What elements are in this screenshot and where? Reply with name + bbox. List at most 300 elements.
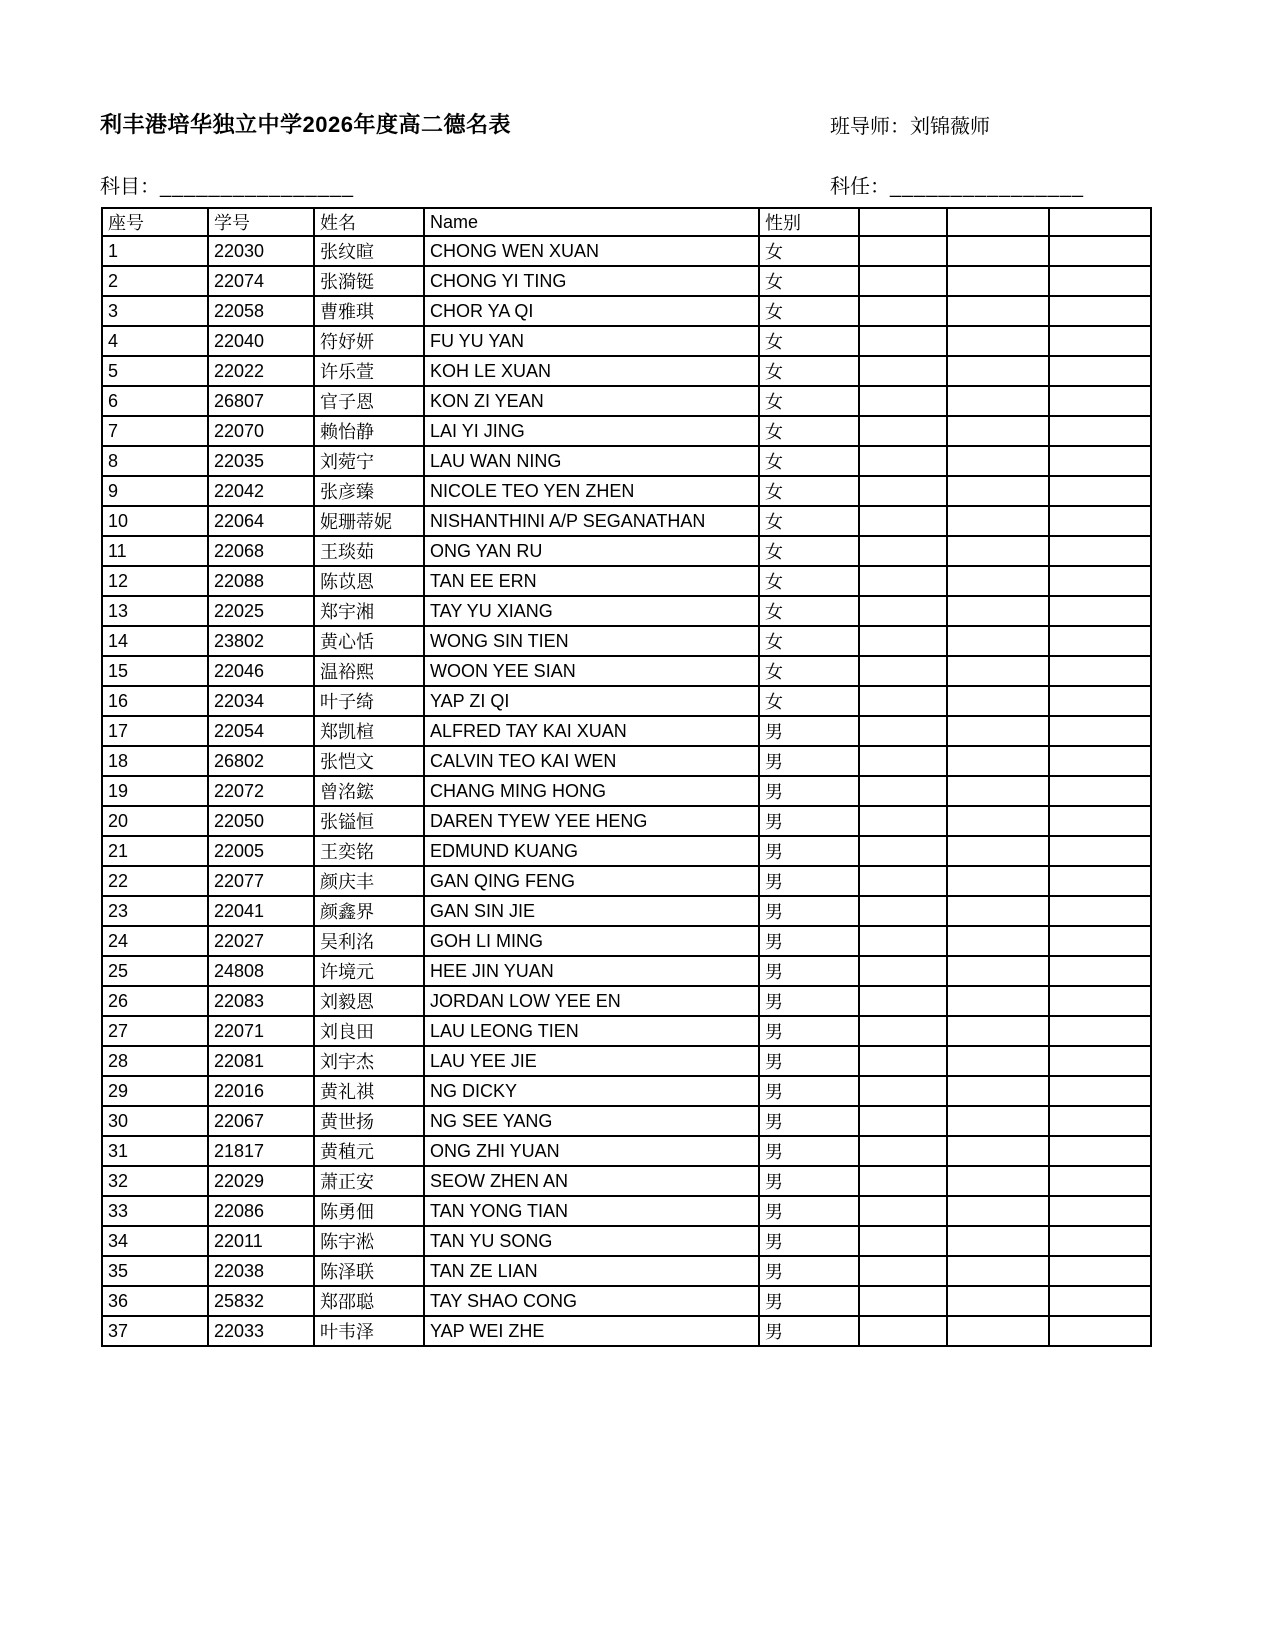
seat-cell: 33 (102, 1196, 208, 1226)
seat-cell: 31 (102, 1136, 208, 1166)
name-cn-cell: 郑邵聪 (314, 1286, 424, 1316)
name-cn-cell: 刘良田 (314, 1016, 424, 1046)
name-en-cell: GAN QING FENG (424, 866, 759, 896)
blank-cell-1 (859, 1226, 947, 1256)
table-row (102, 836, 1151, 866)
name-cn-cell: 赖怡静 (314, 416, 424, 446)
student-id-cell: 26807 (208, 386, 314, 416)
student-id-cell: 22042 (208, 476, 314, 506)
blank-cell-3 (1049, 626, 1151, 656)
student-id-cell: 22072 (208, 776, 314, 806)
roster-table-body (102, 236, 1151, 1346)
name-en-cell: TAY SHAO CONG (424, 1286, 759, 1316)
name-cn-cell: 陈勇佃 (314, 1196, 424, 1226)
table-row (102, 296, 1151, 326)
subject-teacher-field (830, 170, 1084, 199)
student-id-cell: 22041 (208, 896, 314, 926)
blank-cell-3 (1049, 506, 1151, 536)
name-en-cell: TAN YONG TIAN (424, 1196, 759, 1226)
blank-cell-3 (1049, 1136, 1151, 1166)
blank-cell-3 (1049, 416, 1151, 446)
name-cn-cell: 郑凯楦 (314, 716, 424, 746)
name-cn-cell: 叶子绮 (314, 686, 424, 716)
blank-cell-3 (1049, 536, 1151, 566)
seat-cell: 17 (102, 716, 208, 746)
blank-cell-3 (1049, 686, 1151, 716)
student-id-cell: 22016 (208, 1076, 314, 1106)
seat-cell: 32 (102, 1166, 208, 1196)
name-en-cell: DAREN TYEW YEE HENG (424, 806, 759, 836)
blank-cell-3 (1049, 656, 1151, 686)
blank-cell-3 (1049, 566, 1151, 596)
table-row (102, 596, 1151, 626)
student-id-cell: 22054 (208, 716, 314, 746)
student-id-cell: 22077 (208, 866, 314, 896)
gender-cell: 女 (759, 536, 859, 566)
blank-cell-3 (1049, 866, 1151, 896)
table-row (102, 476, 1151, 506)
name-cn-cell: 妮珊蒂妮 (314, 506, 424, 536)
student-id-cell: 22033 (208, 1316, 314, 1346)
student-id-cell: 22067 (208, 1106, 314, 1136)
blank-cell-3 (1049, 1046, 1151, 1076)
student-id-cell: 26802 (208, 746, 314, 776)
subject-field (100, 170, 354, 199)
name-en-cell: NICOLE TEO YEN ZHEN (424, 476, 759, 506)
blank-cell-1 (859, 1106, 947, 1136)
gender-cell: 男 (759, 986, 859, 1016)
blank-cell-3 (1049, 896, 1151, 926)
table-row (102, 1016, 1151, 1046)
blank-cell-1 (859, 1286, 947, 1316)
name-en-cell: SEOW ZHEN AN (424, 1166, 759, 1196)
gender-cell: 男 (759, 896, 859, 926)
gender-cell: 女 (759, 296, 859, 326)
table-row (102, 956, 1151, 986)
seat-cell: 30 (102, 1106, 208, 1136)
blank-cell-2 (947, 356, 1049, 386)
blank-cell-2 (947, 1196, 1049, 1226)
gender-cell: 女 (759, 356, 859, 386)
gender-cell: 女 (759, 656, 859, 686)
gender-cell: 男 (759, 1286, 859, 1316)
col-header-gender: 性别 (759, 208, 859, 236)
blank-cell-1 (859, 716, 947, 746)
name-en-cell: CHONG YI TING (424, 266, 759, 296)
blank-cell-1 (859, 446, 947, 476)
blank-cell-1 (859, 1256, 947, 1286)
blank-cell-2 (947, 506, 1049, 536)
seat-cell: 18 (102, 746, 208, 776)
gender-cell: 男 (759, 1196, 859, 1226)
table-row (102, 236, 1151, 266)
table-row (102, 1076, 1151, 1106)
seat-cell: 35 (102, 1256, 208, 1286)
blank-cell-3 (1049, 1226, 1151, 1256)
seat-cell: 15 (102, 656, 208, 686)
name-en-cell: LAU YEE JIE (424, 1046, 759, 1076)
name-en-cell: HEE JIN YUAN (424, 956, 759, 986)
blank-cell-1 (859, 656, 947, 686)
name-en-cell: LAU WAN NING (424, 446, 759, 476)
table-row (102, 566, 1151, 596)
blank-cell-2 (947, 926, 1049, 956)
col-header-name-cn: 姓名 (314, 208, 424, 236)
name-cn-cell: 许乐萱 (314, 356, 424, 386)
seat-cell: 3 (102, 296, 208, 326)
table-row (102, 266, 1151, 296)
student-id-cell: 23802 (208, 626, 314, 656)
name-cn-cell: 陈苡恩 (314, 566, 424, 596)
name-cn-cell: 陈泽联 (314, 1256, 424, 1286)
blank-cell-2 (947, 806, 1049, 836)
student-id-cell: 22064 (208, 506, 314, 536)
blank-cell-3 (1049, 836, 1151, 866)
student-id-cell: 22025 (208, 596, 314, 626)
blank-cell-2 (947, 416, 1049, 446)
blank-cell-2 (947, 1076, 1049, 1106)
blank-cell-1 (859, 1316, 947, 1346)
student-id-cell: 22070 (208, 416, 314, 446)
student-id-cell: 22038 (208, 1256, 314, 1286)
blank-cell-2 (947, 1136, 1049, 1166)
gender-cell: 男 (759, 866, 859, 896)
blank-cell-3 (1049, 476, 1151, 506)
blank-cell-2 (947, 566, 1049, 596)
blank-cell-1 (859, 896, 947, 926)
blank-cell-3 (1049, 596, 1151, 626)
student-id-cell: 22058 (208, 296, 314, 326)
name-cn-cell: 黄世扬 (314, 1106, 424, 1136)
gender-cell: 男 (759, 1256, 859, 1286)
blank-cell-3 (1049, 1106, 1151, 1136)
seat-cell: 7 (102, 416, 208, 446)
gender-cell: 女 (759, 476, 859, 506)
blank-cell-2 (947, 656, 1049, 686)
name-en-cell: TAY YU XIANG (424, 596, 759, 626)
blank-cell-2 (947, 1046, 1049, 1076)
name-en-cell: EDMUND KUANG (424, 836, 759, 866)
table-row (102, 746, 1151, 776)
gender-cell: 女 (759, 596, 859, 626)
blank-cell-3 (1049, 386, 1151, 416)
table-row (102, 806, 1151, 836)
blank-cell-3 (1049, 266, 1151, 296)
seat-cell: 6 (102, 386, 208, 416)
student-id-cell: 25832 (208, 1286, 314, 1316)
table-row (102, 446, 1151, 476)
blank-cell-2 (947, 326, 1049, 356)
name-en-cell: TAN ZE LIAN (424, 1256, 759, 1286)
col-header-blank-2 (947, 208, 1049, 236)
gender-cell: 男 (759, 1136, 859, 1166)
gender-cell: 男 (759, 926, 859, 956)
seat-cell: 27 (102, 1016, 208, 1046)
blank-cell-2 (947, 266, 1049, 296)
blank-cell-1 (859, 926, 947, 956)
blank-cell-1 (859, 416, 947, 446)
student-id-cell: 22081 (208, 1046, 314, 1076)
gender-cell: 男 (759, 956, 859, 986)
name-cn-cell: 刘菀宁 (314, 446, 424, 476)
blank-cell-2 (947, 1256, 1049, 1286)
blank-cell-1 (859, 746, 947, 776)
blank-cell-1 (859, 626, 947, 656)
seat-cell: 37 (102, 1316, 208, 1346)
name-cn-cell: 黄稙元 (314, 1136, 424, 1166)
blank-cell-1 (859, 1076, 947, 1106)
gender-cell: 女 (759, 386, 859, 416)
blank-cell-3 (1049, 716, 1151, 746)
table-row (102, 416, 1151, 446)
blank-cell-1 (859, 1166, 947, 1196)
blank-cell-1 (859, 1136, 947, 1166)
table-row (102, 1046, 1151, 1076)
table-row (102, 986, 1151, 1016)
seat-cell: 16 (102, 686, 208, 716)
blank-cell-2 (947, 956, 1049, 986)
blank-cell-1 (859, 956, 947, 986)
table-row (102, 716, 1151, 746)
student-id-cell: 22086 (208, 1196, 314, 1226)
seat-cell: 9 (102, 476, 208, 506)
blank-cell-1 (859, 296, 947, 326)
seat-cell: 21 (102, 836, 208, 866)
table-row (102, 506, 1151, 536)
name-en-cell: CHONG WEN XUAN (424, 236, 759, 266)
page-title: 利丰港培华独立中学2026年度高二德名表 (100, 112, 511, 137)
student-id-cell: 24808 (208, 956, 314, 986)
gender-cell: 男 (759, 806, 859, 836)
col-header-student-id: 学号 (208, 208, 314, 236)
seat-cell: 2 (102, 266, 208, 296)
col-header-blank-1 (859, 208, 947, 236)
seat-cell: 1 (102, 236, 208, 266)
student-id-cell: 22050 (208, 806, 314, 836)
subject-label: 科目： (100, 176, 160, 198)
name-cn-cell: 刘毅恩 (314, 986, 424, 1016)
name-cn-cell: 符妤妍 (314, 326, 424, 356)
blank-cell-3 (1049, 1286, 1151, 1316)
roster-table (101, 207, 1152, 1347)
name-en-cell: ALFRED TAY KAI XUAN (424, 716, 759, 746)
blank-cell-3 (1049, 356, 1151, 386)
blank-cell-2 (947, 986, 1049, 1016)
student-id-cell: 22029 (208, 1166, 314, 1196)
col-header-name-en: Name (424, 208, 759, 236)
blank-cell-1 (859, 536, 947, 566)
col-header-blank-3 (1049, 208, 1151, 236)
blank-cell-3 (1049, 1076, 1151, 1106)
blank-cell-1 (859, 986, 947, 1016)
name-cn-cell: 萧正安 (314, 1166, 424, 1196)
name-cn-cell: 曹雅琪 (314, 296, 424, 326)
blank-cell-3 (1049, 956, 1151, 986)
blank-cell-2 (947, 1286, 1049, 1316)
name-en-cell: TAN YU SONG (424, 1226, 759, 1256)
gender-cell: 女 (759, 236, 859, 266)
name-cn-cell: 郑宇湘 (314, 596, 424, 626)
gender-cell: 女 (759, 566, 859, 596)
name-en-cell: KOH LE XUAN (424, 356, 759, 386)
seat-cell: 36 (102, 1286, 208, 1316)
blank-cell-2 (947, 746, 1049, 776)
gender-cell: 男 (759, 1076, 859, 1106)
blank-cell-1 (859, 386, 947, 416)
table-row (102, 1286, 1151, 1316)
name-en-cell: GOH LI MING (424, 926, 759, 956)
student-id-cell: 22005 (208, 836, 314, 866)
name-cn-cell: 刘宇杰 (314, 1046, 424, 1076)
student-id-cell: 22040 (208, 326, 314, 356)
gender-cell: 男 (759, 1106, 859, 1136)
blank-cell-3 (1049, 1196, 1151, 1226)
gender-cell: 男 (759, 1226, 859, 1256)
name-en-cell: CALVIN TEO KAI WEN (424, 746, 759, 776)
blank-cell-1 (859, 866, 947, 896)
student-id-cell: 22035 (208, 446, 314, 476)
table-row (102, 536, 1151, 566)
blank-cell-3 (1049, 446, 1151, 476)
blank-cell-3 (1049, 236, 1151, 266)
table-row (102, 1226, 1151, 1256)
name-en-cell: LAU LEONG TIEN (424, 1016, 759, 1046)
student-id-cell: 22034 (208, 686, 314, 716)
blank-cell-2 (947, 1016, 1049, 1046)
table-row (102, 326, 1151, 356)
table-row (102, 656, 1151, 686)
blank-cell-3 (1049, 1016, 1151, 1046)
name-cn-cell: 张漪铤 (314, 266, 424, 296)
student-id-cell: 22071 (208, 1016, 314, 1046)
name-cn-cell: 颜庆丰 (314, 866, 424, 896)
blank-cell-1 (859, 596, 947, 626)
seat-cell: 24 (102, 926, 208, 956)
blank-cell-3 (1049, 776, 1151, 806)
table-row (102, 1196, 1151, 1226)
student-id-cell: 22030 (208, 236, 314, 266)
name-en-cell: ONG ZHI YUAN (424, 1136, 759, 1166)
student-id-cell: 22022 (208, 356, 314, 386)
table-row (102, 686, 1151, 716)
blank-cell-1 (859, 566, 947, 596)
seat-cell: 10 (102, 506, 208, 536)
name-en-cell: KON ZI YEAN (424, 386, 759, 416)
student-id-cell: 22027 (208, 926, 314, 956)
name-cn-cell: 吴利洺 (314, 926, 424, 956)
name-cn-cell: 陈宇淞 (314, 1226, 424, 1256)
blank-cell-3 (1049, 986, 1151, 1016)
name-en-cell: FU YU YAN (424, 326, 759, 356)
blank-cell-2 (947, 386, 1049, 416)
name-en-cell: CHOR YA QI (424, 296, 759, 326)
table-row (102, 356, 1151, 386)
header-row (102, 208, 1151, 236)
seat-cell: 5 (102, 356, 208, 386)
blank-cell-2 (947, 686, 1049, 716)
name-cn-cell: 曾洺鋐 (314, 776, 424, 806)
seat-cell: 4 (102, 326, 208, 356)
gender-cell: 女 (759, 416, 859, 446)
seat-cell: 34 (102, 1226, 208, 1256)
name-cn-cell: 王奕铭 (314, 836, 424, 866)
gender-cell: 男 (759, 1016, 859, 1046)
blank-cell-2 (947, 1316, 1049, 1346)
blank-cell-3 (1049, 746, 1151, 776)
seat-cell: 19 (102, 776, 208, 806)
name-cn-cell: 王琰茹 (314, 536, 424, 566)
blank-cell-1 (859, 806, 947, 836)
name-en-cell: WONG SIN TIEN (424, 626, 759, 656)
seat-cell: 11 (102, 536, 208, 566)
name-cn-cell: 张纹暄 (314, 236, 424, 266)
name-en-cell: CHANG MING HONG (424, 776, 759, 806)
blank-cell-1 (859, 266, 947, 296)
blank-cell-2 (947, 866, 1049, 896)
blank-cell-3 (1049, 1166, 1151, 1196)
gender-cell: 女 (759, 506, 859, 536)
blank-cell-1 (859, 506, 947, 536)
student-id-cell: 22068 (208, 536, 314, 566)
gender-cell: 男 (759, 716, 859, 746)
blank-cell-3 (1049, 296, 1151, 326)
seat-cell: 22 (102, 866, 208, 896)
gender-cell: 男 (759, 1046, 859, 1076)
name-en-cell: TAN EE ERN (424, 566, 759, 596)
seat-cell: 28 (102, 1046, 208, 1076)
name-en-cell: JORDAN LOW YEE EN (424, 986, 759, 1016)
name-cn-cell: 颜鑫界 (314, 896, 424, 926)
table-row (102, 1106, 1151, 1136)
col-header-seat: 座号 (102, 208, 208, 236)
blank-cell-2 (947, 296, 1049, 326)
name-en-cell: WOON YEE SIAN (424, 656, 759, 686)
table-row (102, 626, 1151, 656)
blank-cell-3 (1049, 926, 1151, 956)
blank-cell-2 (947, 236, 1049, 266)
student-id-cell: 22074 (208, 266, 314, 296)
table-row (102, 1256, 1151, 1286)
class-teacher-label: 班导师：刘锦薇师 (830, 116, 990, 138)
subject-blank: ________________ (160, 176, 354, 198)
gender-cell: 男 (759, 746, 859, 776)
seat-cell: 25 (102, 956, 208, 986)
blank-cell-1 (859, 476, 947, 506)
name-en-cell: YAP ZI QI (424, 686, 759, 716)
gender-cell: 女 (759, 686, 859, 716)
seat-cell: 8 (102, 446, 208, 476)
student-id-cell: 22088 (208, 566, 314, 596)
name-cn-cell: 张彦臻 (314, 476, 424, 506)
name-cn-cell: 官子恩 (314, 386, 424, 416)
blank-cell-2 (947, 1226, 1049, 1256)
blank-cell-3 (1049, 806, 1151, 836)
table-row (102, 386, 1151, 416)
name-cn-cell: 叶韦泽 (314, 1316, 424, 1346)
gender-cell: 女 (759, 266, 859, 296)
student-id-cell: 22046 (208, 656, 314, 686)
student-id-cell: 22011 (208, 1226, 314, 1256)
seat-cell: 14 (102, 626, 208, 656)
name-cn-cell: 黄心恬 (314, 626, 424, 656)
blank-cell-2 (947, 596, 1049, 626)
name-cn-cell: 黄礼祺 (314, 1076, 424, 1106)
blank-cell-2 (947, 536, 1049, 566)
name-en-cell: YAP WEI ZHE (424, 1316, 759, 1346)
blank-cell-1 (859, 1196, 947, 1226)
seat-cell: 23 (102, 896, 208, 926)
name-en-cell: NG DICKY (424, 1076, 759, 1106)
